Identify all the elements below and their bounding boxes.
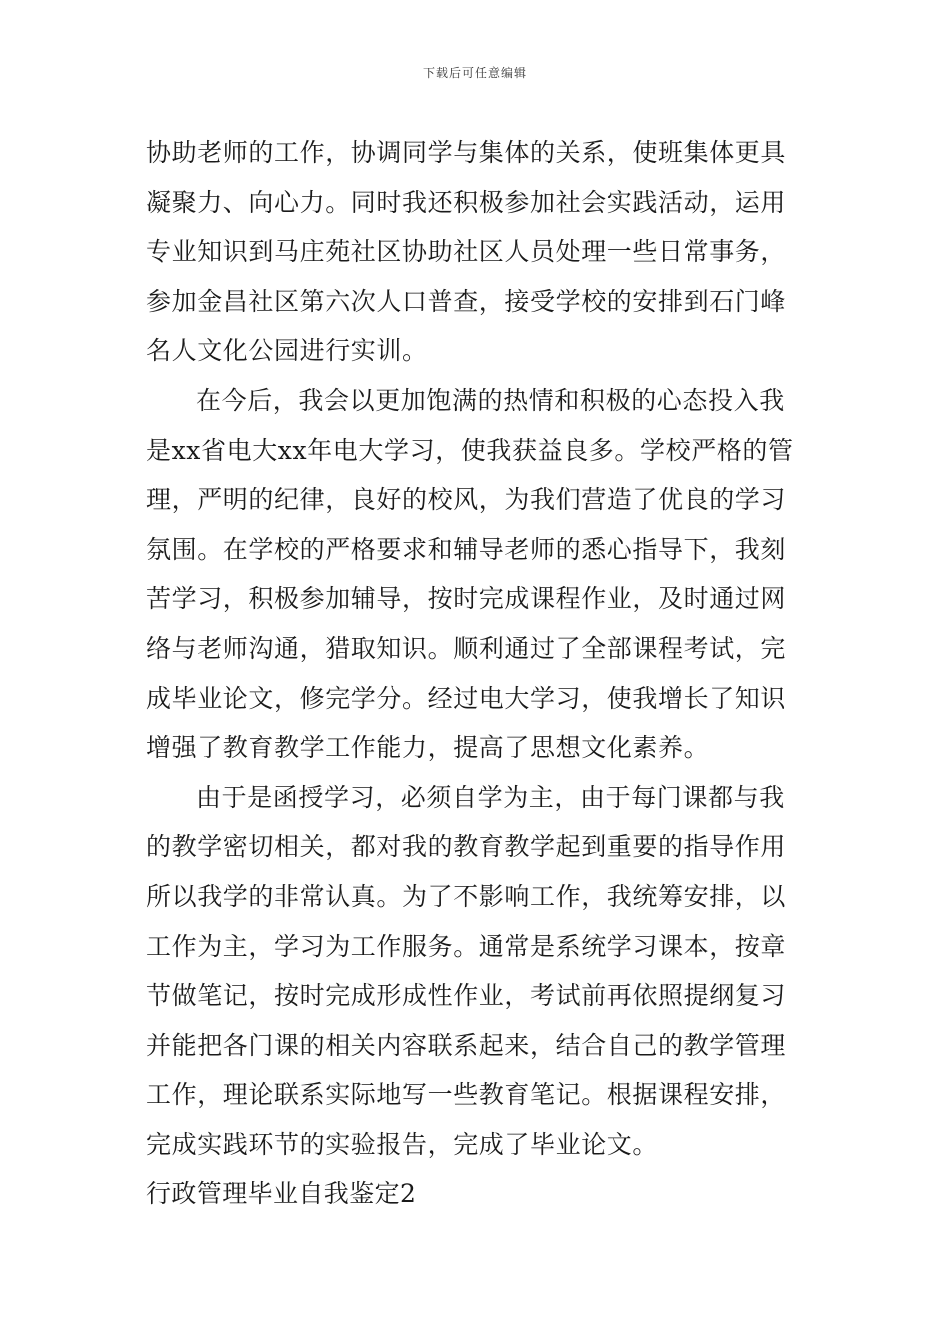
text-line: 工作为主，学习为工作服务。通常是系统学习课本，按章 [146, 931, 787, 961]
text-line: 完成实践环节的实验报告，完成了毕业论文。 [146, 1129, 659, 1159]
paragraph [146, 376, 811, 773]
text-line: 成毕业论文，修完学分。经过电大学习，使我增长了知识 [146, 683, 787, 713]
text-line: 专业知识到马庄苑社区协助社区人员处理一些日常事务， [146, 237, 787, 267]
section-heading: 行政管理毕业自我鉴定2 [146, 1179, 417, 1209]
text-line: 名人文化公园进行实训。 [146, 336, 428, 366]
text-line: 的教学密切相关，都对我的教育教学起到重要的指导作用 [146, 832, 787, 862]
text-line: 工作，理论联系实际地写一些教育笔记。根据课程安排， [146, 1080, 787, 1110]
text-line: 增强了教育教学工作能力，提高了思想文化素养。 [146, 733, 710, 763]
text-line: 所以我学的非常认真。为了不影响工作，我统筹安排，以 [146, 881, 787, 911]
paragraph [146, 773, 811, 1170]
text-line: 氛围。在学校的严格要求和辅导老师的悉心指导下，我刻 [146, 534, 787, 564]
text-line: 并能把各门课的相关内容联系起来，结合自己的教学管理 [146, 1030, 787, 1060]
text-line: 是xx省电大xx年电大学习，使我获益良多。学校严格的管 [146, 435, 794, 465]
text-line: 理，严明的纪律，良好的校风，为我们营造了优良的学习 [146, 485, 787, 515]
text-line: 在今后，我会以更加饱满的热情和积极的心态投入我 [196, 385, 785, 415]
text-line: 协助老师的工作，协调同学与集体的关系，使班集体更具 [146, 138, 787, 167]
page-header-note: 下载后可任意编辑 [422, 66, 527, 80]
text-line: 参加金昌社区第六次人口普查，接受学校的安排到石门峰 [146, 286, 787, 316]
text-line: 凝聚力、向心力。同时我还积极参加社会实践活动，运用 [146, 187, 787, 217]
document-body [146, 128, 811, 1219]
text-line: 络与老师沟通，猎取知识。顺利通过了全部课程考试，完 [146, 633, 787, 663]
text-line: 由于是函授学习，必须自学为主，由于每门课都与我 [196, 782, 785, 812]
text-line: 节做笔记，按时完成形成性作业，考试前再依照提纲复习 [146, 981, 787, 1011]
text-line: 苦学习，积极参加辅导，按时完成课程作业，及时通过网 [146, 584, 787, 614]
paragraph [146, 128, 811, 376]
